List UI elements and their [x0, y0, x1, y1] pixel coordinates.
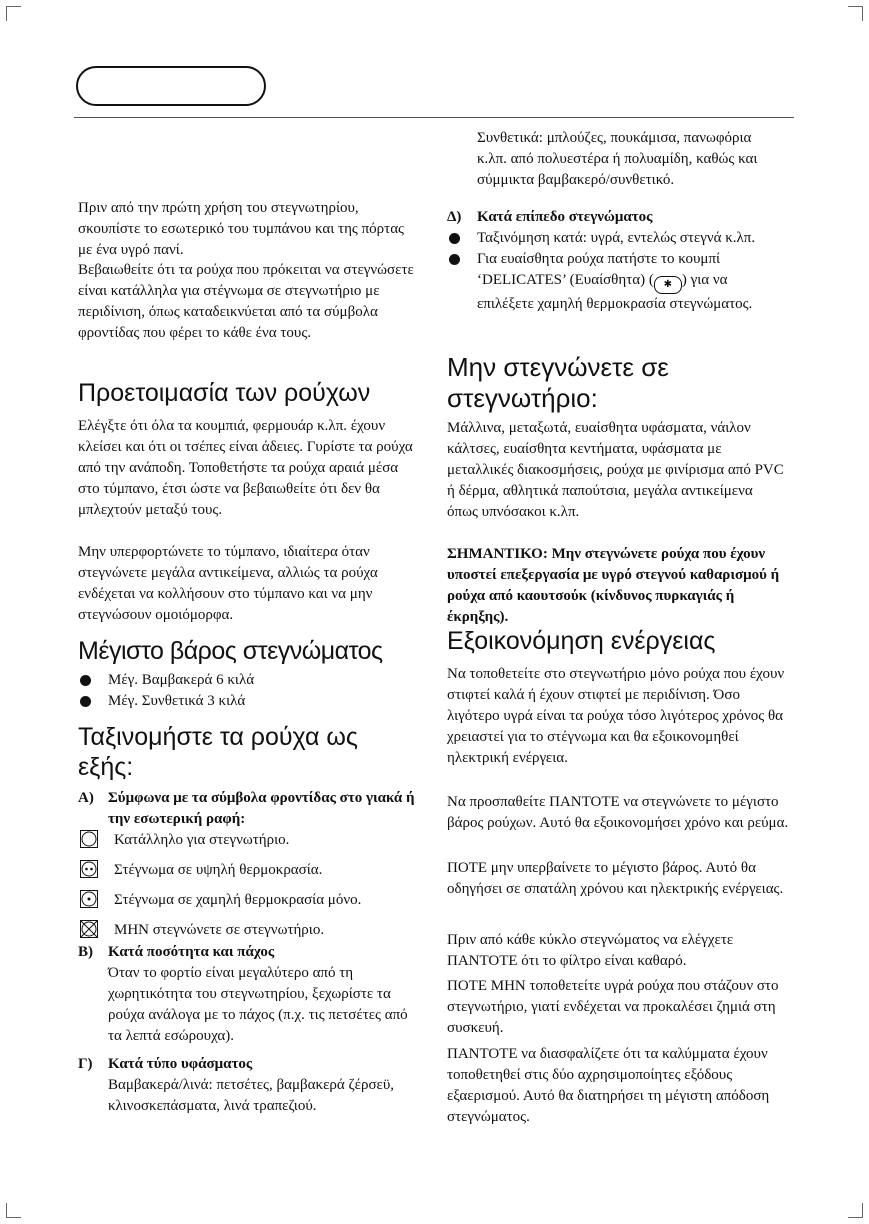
- header-tab-outline: [76, 66, 266, 106]
- care-symbol-row: [78, 830, 418, 860]
- care-symbol-row: [78, 860, 418, 890]
- header-divider: [74, 117, 794, 118]
- tumble-dry-low-icon: [80, 890, 98, 908]
- energy-paragraph-3: ΠΟΤΕ μην υπερβαίνετε το μέγιστο βάρος. Αυτό θα οδηγήσει σε σπατάλη χρόνου και ηλεκτρικής ενέργειας.: [447, 860, 784, 897]
- care-symbol-text: Κατάλληλο για στεγνωτήριο.: [114, 832, 290, 848]
- prep-heading: Προετοιμασία των ρούχων: [78, 379, 371, 407]
- energy-paragraph-2: Να προσπαθείτε ΠΑΝΤΟΤΕ να στεγνώνετε το μέγιστο βάρος ρούχων. Αυτό θα εξοικονομήσει χρόνο και ρεύμα.: [447, 794, 789, 831]
- section-letter: Α): [78, 790, 94, 806]
- energy-heading: Εξοικονόμηση ενέργειας: [447, 627, 716, 655]
- list-item: [447, 249, 782, 315]
- section-b-title: Κατά ποσότητα και πάχος: [108, 944, 275, 960]
- prep-paragraph-2: Μην υπερφορτώνετε το τύμπανο, ιδιαίτερα όταν στεγνώνετε μεγάλα αντικείμενα, αλλιώς τα ρούχα ενδέχεται να κολλήσουν στο τύμπανο και να μην στεγνώσουν ομοιόμορφα.: [78, 544, 378, 623]
- delicates-button-icon: ✱: [654, 276, 682, 294]
- section-d-title: Κατά επίπεδο στεγνώματος: [477, 209, 653, 225]
- crop-mark-top-right: [848, 6, 863, 21]
- do-not-tumble-dry-icon: [80, 920, 98, 938]
- sort-heading: Ταξινομήστε τα ρούχα ως εξής:: [78, 723, 358, 781]
- section-b-text: Όταν το φορτίο είναι μεγαλύτερο από τη χωρητικότητα του στεγνωτηρίου, ξεχωρίστε τα ρούχα ανάλογα με το πάχος (π.χ. τις πετσέτες από τα λεπτά εσώρουχα).: [108, 965, 408, 1044]
- section-letter: Γ): [78, 1056, 93, 1072]
- intro-paragraph-2: Βεβαιωθείτε ότι τα ρούχα που πρόκειται να στεγνώσετε είναι κατάλληλα για στέγνωμα σε στεγνωτήριο με περιδίνιση, όπως καταδεικνύεται από τα σύμβολα φροντίδας που φέρει το κάθε ένα τους.: [78, 262, 414, 341]
- list-item: Μέγ. Βαμβακερά 6 κιλά: [78, 670, 418, 691]
- section-g-title: Κατά τύπο υφάσματος: [108, 1056, 253, 1072]
- sort-section-b: [78, 942, 418, 1047]
- max-weight-list: [78, 670, 418, 712]
- list-item: Ταξινόμηση κατά: υγρά, εντελώς στεγνά κ.λπ.: [447, 228, 782, 249]
- tumble-dry-high-icon: [80, 860, 98, 878]
- care-symbol-list: [78, 830, 418, 950]
- section-g-text-1: Βαμβακερά/λινά: πετσέτες, βαμβακερά ζέρσεϋ, κλινοσκεπάσματα, λινά τραπεζιού.: [108, 1077, 395, 1114]
- care-symbol-text: Στέγνωμα σε υψηλή θερμοκρασία.: [114, 862, 323, 878]
- energy-paragraph-1: Να τοποθετείτε στο στεγνωτήριο μόνο ρούχα που έχουν στιφτεί καλά ή έχουν στιφτεί με περιδίνιση. Όσο λιγότερο υγρά είναι τα ρούχα τόσο λιγότερος χρόνος θα χρειαστεί για το στέγνωμα και θα εξοικονομηθεί ηλεκτρική ενέργεια.: [447, 666, 785, 766]
- care-symbol-text: Στέγνωμα σε χαμηλή θερμοκρασία μόνο.: [114, 892, 362, 908]
- energy-paragraph-5: ΠΟΤΕ ΜΗΝ τοποθετείτε υγρά ρούχα που στάζουν στο στεγνωτήριο, γιατί ενδέχεται να προκαλέσει ζημιά στη συσκευή.: [447, 978, 779, 1036]
- max-weight-heading: Μέγιστο βάρος στεγνώματος: [78, 637, 383, 665]
- care-symbol-row: [78, 890, 418, 920]
- sort-section-a: [78, 788, 418, 830]
- sort-section-g: [78, 1054, 418, 1117]
- intro-paragraph-1: Πριν από την πρώτη χρήση του στεγνωτηρίου, σκουπίστε το εσωτερικό του τυμπάνου και της πόρτας με ένα υγρό πανί.: [78, 200, 404, 258]
- section-d-list: [447, 228, 782, 315]
- delicates-text-a: Για ευαίσθητα ρούχα πατήστε το κουμπί ‘DELICATES’ (Ευαίσθητα) (: [477, 251, 721, 288]
- section-a-title: Σύμφωνα με τα σύμβολα φροντίδας στο γιακά ή την εσωτερική ραφή:: [108, 790, 415, 827]
- crop-mark-top-left: [6, 6, 21, 21]
- crop-mark-bottom-right: [848, 1203, 863, 1218]
- delicates-text-b: ) για να επιλέξετε χαμηλή θερμοκρασία στεγνώματος.: [477, 272, 753, 312]
- crop-mark-bottom-left: [6, 1203, 21, 1218]
- section-letter: Δ): [447, 209, 462, 225]
- no-dry-paragraph: Μάλλινα, μεταξωτά, ευαίσθητα υφάσματα, νάιλον κάλτσες, ευαίσθητα κεντήματα, υφάσματα με μεταλλικές διακοσμήσεις, ρούχα με φινίρισμα από PVC ή δέρμα, αθλητικά παπούτσια, μεγάλα αντικείμενα όπως υπνόσακοι κ.λπ.: [447, 420, 784, 520]
- tumble-dry-icon: [80, 830, 98, 848]
- energy-paragraph-6: ΠΑΝΤΟΤΕ να διασφαλίζετε ότι τα καλύμματα έχουν τοποθετηθεί στις δύο αχρησιμοποίητες εξόδους εξαερισμού. Αυτό θα διατηρήσει τη μέγιστη απόδοση στεγνώματος.: [447, 1046, 770, 1125]
- section-letter: Β): [78, 944, 93, 960]
- no-dry-warning: ΣΗΜΑΝΤΙΚΟ: Μην στεγνώνετε ρούχα που έχουν υποστεί επεξεργασία με υγρό στεγνού καθαρισμού ή ρούχα από καουτσούκ (κίνδυνος πυρκαγιάς ή έκρηξης).: [447, 546, 780, 625]
- energy-paragraph-4: Πριν από κάθε κύκλο στεγνώματος να ελέγχετε ΠΑΝΤΟΤΕ ότι το φίλτρο είναι καθαρό.: [447, 932, 734, 969]
- care-symbol-text: ΜΗΝ στεγνώνετε σε στεγνωτήριο.: [114, 922, 325, 938]
- prep-paragraph-1: Ελέγξτε ότι όλα τα κουμπιά, φερμουάρ κ.λπ. έχουν κλείσει και ότι οι τσέπες είναι άδειες. Γυρίστε τα ρούχα από την ανάποδη. Τοποθετήστε τα ρούχα αραιά μέσα στο τύμπανο, έτσι ώστε να βεβαιωθείτε ότι δεν θα μπλεχτούν μεταξύ τους.: [78, 418, 413, 518]
- list-item: Μέγ. Συνθετικά 3 κιλά: [78, 691, 418, 712]
- section-g-text-2: Συνθετικά: μπλούζες, πουκάμισα, πανωφόρια κ.λπ. από πολυεστέρα ή πολυαμίδη, καθώς και σύμμικτα βαμβακερό/συνθετικό.: [477, 130, 758, 188]
- no-dry-heading: Μην στεγνώνετε σε στεγνωτήριο:: [447, 352, 669, 413]
- sort-section-d: [447, 207, 807, 228]
